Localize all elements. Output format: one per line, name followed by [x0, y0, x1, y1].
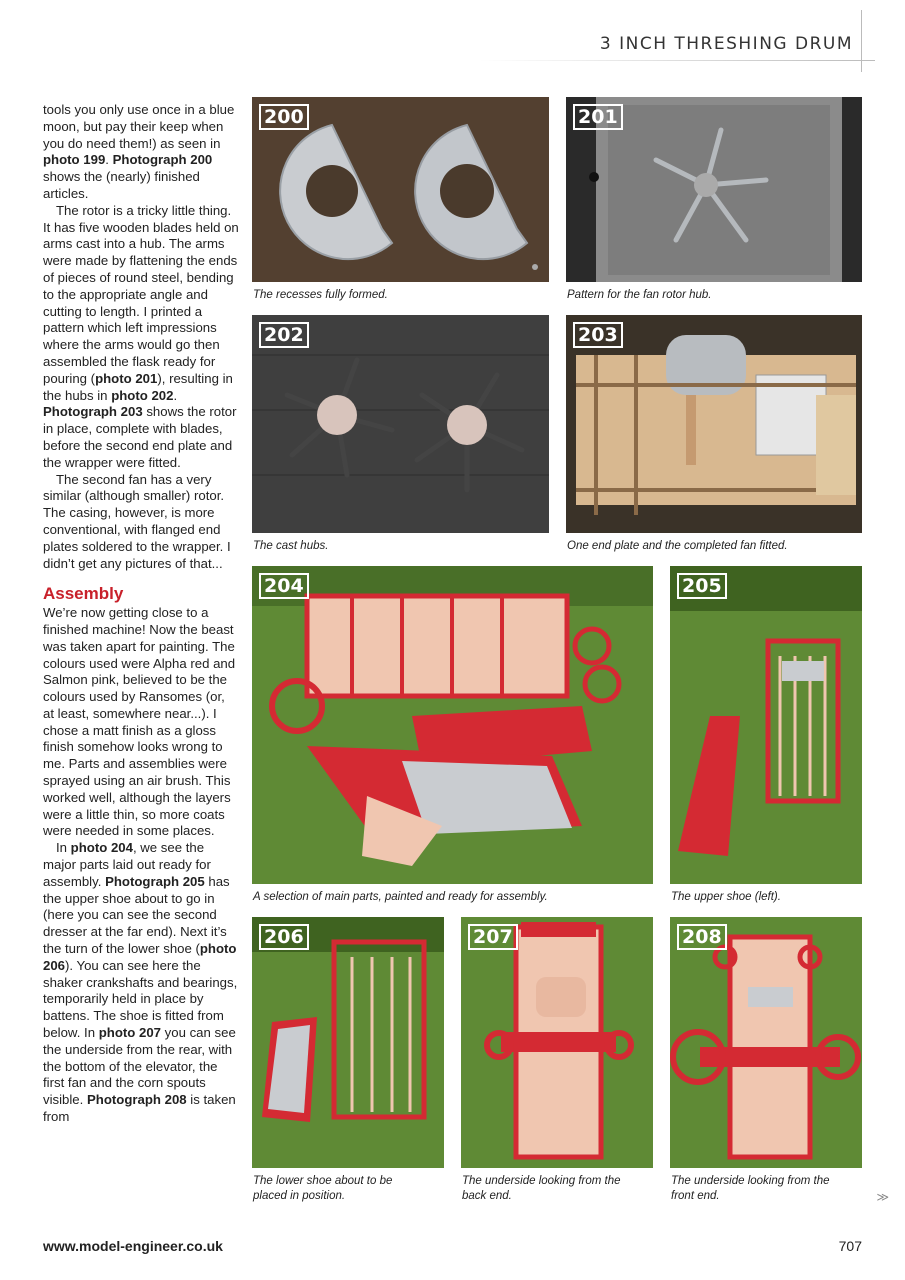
- text-run: .: [173, 387, 178, 403]
- paragraph: [43, 203, 239, 472]
- page-number: 707: [838, 1238, 862, 1254]
- text-run: The rotor is a tricky little thing. It has five wooden blades held on arms cast into a hub. The arms were made by flattening the ends of pieces of round steel, bending to the appropriate angle and cutting to length. I printed a pattern which left impressions where the arms would go then assembled the flask ready for pouring (: [43, 202, 239, 386]
- photo-reference: Photograph 200: [112, 152, 213, 168]
- photo-203-caption: One end plate and the completed fan fitted.: [567, 540, 788, 552]
- photo-202: [252, 315, 549, 533]
- photo-205: [670, 566, 862, 884]
- text-run: , we see the major parts laid out ready for assembly.: [43, 840, 211, 889]
- assembly-paragraphs: [43, 605, 239, 1126]
- header-vertical-rule: [861, 10, 862, 72]
- photo-reference: photo 206: [43, 941, 237, 973]
- photo-205-caption: The upper shoe (left).: [671, 891, 781, 903]
- photo-201-number: 201: [573, 104, 623, 130]
- photo-206-number: 206: [259, 924, 309, 950]
- photo-207-number: 207: [468, 924, 518, 950]
- photo-206-caption: The lower shoe about to be placed in position.: [253, 1175, 393, 1202]
- text-run: .: [105, 152, 113, 168]
- article-body: [43, 102, 239, 1126]
- photo-208-caption: The underside looking from the front end.: [671, 1175, 830, 1202]
- header-rule: [480, 60, 875, 61]
- intro-paragraphs: [43, 102, 239, 572]
- photo-201: [566, 97, 862, 282]
- photo-reference: photo 201: [95, 370, 158, 386]
- photo-205-number: 205: [677, 573, 727, 599]
- photo-reference: photo 199: [43, 152, 106, 168]
- text-run: In: [56, 840, 71, 856]
- text-run: ). You can see here the shaker crankshafts and bearings, temporarily held in place by battens. The shoe is fitted from below. In: [43, 957, 238, 1041]
- photo-reference: photo 207: [98, 1025, 161, 1041]
- photo-204: [252, 566, 653, 884]
- photo-202-number: 202: [259, 322, 309, 348]
- text-run: is taken from: [43, 1092, 236, 1125]
- photo-203: [566, 315, 862, 533]
- photo-207: [461, 917, 653, 1168]
- photo-reference: Photograph 203: [43, 404, 143, 420]
- photo-reference: Photograph 208: [86, 1092, 187, 1108]
- photo-204-caption: A selection of main parts, painted and ready for assembly.: [253, 891, 548, 903]
- photo-206: [252, 917, 444, 1168]
- text-run: shows the (nearly) finished articles.: [43, 169, 200, 201]
- photo-202-caption: The cast hubs.: [253, 540, 329, 552]
- photo-200-number: 200: [259, 104, 309, 130]
- text-run: tools you only use once in a blue moon, but pay their keep when you do need them!) as seen in: [43, 102, 235, 151]
- text-run: you can see the underside from the rear, with the bottom of the elevator, the first fan and the corn spouts visible.: [43, 1025, 236, 1108]
- continue-mark: ≫: [876, 1190, 889, 1204]
- text-run: The second fan has a very similar (although smaller) rotor. The casing, however, is more conventional, with flanged end plates soldered to the wrapper. I didn’t get any pictures of that...: [43, 471, 231, 571]
- photo-reference: photo 204: [70, 840, 133, 856]
- photo-204-number: 204: [259, 573, 309, 599]
- paragraph: [43, 605, 239, 840]
- section-heading-assembly: Assembly: [43, 584, 124, 604]
- photo-208: [670, 917, 862, 1168]
- text-run: We’re now getting close to a finished machine! Now the beast was taken apart for painting. The colours used were Alpha red and Salmon pink, believed to be the colours used by Ransomes (or, at least, somewhere near...). I chose a matt finish as a gloss finish somehow looks wrong to me. Parts and assemblies were sprayed using an air brush. This worked well, although the layers were a little thin, so more coats were needed in some places.: [43, 605, 236, 839]
- photo-208-number: 208: [677, 924, 727, 950]
- footer-url[interactable]: www.model-engineer.co.uk: [43, 1238, 223, 1254]
- photo-200-caption: The recesses fully formed.: [253, 289, 388, 301]
- text-run: has the upper shoe about to go in (here you can see the second dresser at the far end). Next it’s the turn of the lower shoe (: [43, 873, 230, 957]
- header-title: 3 INCH THRESHING DRUM: [599, 34, 853, 54]
- paragraph: [43, 472, 239, 573]
- text-run: ), resulting in the hubs in: [43, 370, 233, 403]
- photo-200: [252, 97, 549, 282]
- photo-203-number: 203: [573, 322, 623, 348]
- paragraph: [43, 102, 239, 203]
- photo-reference: Photograph 205: [105, 873, 205, 889]
- photo-207-caption: The underside looking from the back end.: [462, 1175, 621, 1202]
- paragraph: [43, 840, 239, 1126]
- photo-reference: photo 202: [111, 387, 174, 403]
- text-run: shows the rotor in place, complete with blades, before the second end plate and the wrapper were fitted.: [43, 404, 237, 470]
- photo-201-caption: Pattern for the fan rotor hub.: [567, 289, 712, 301]
